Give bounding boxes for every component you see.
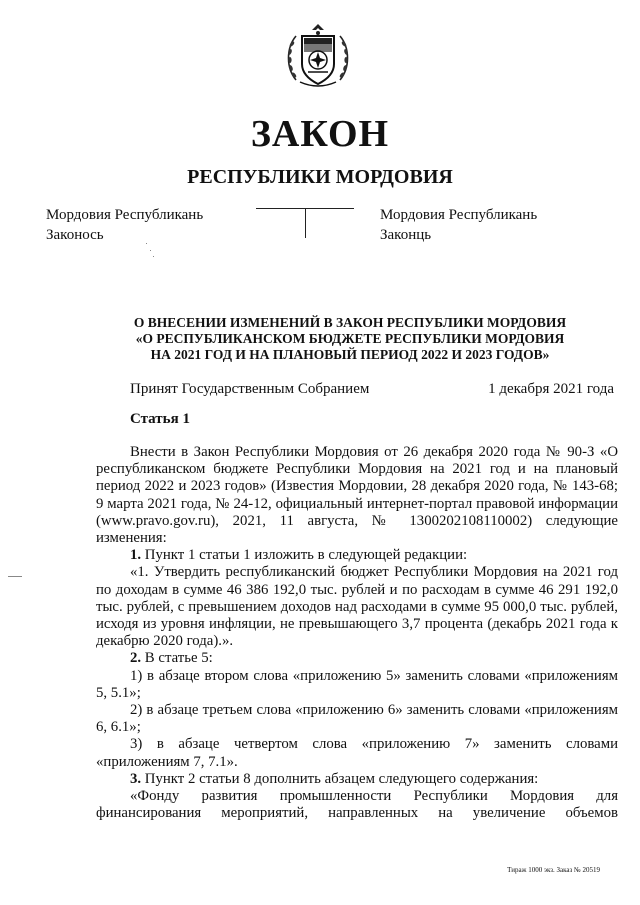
title-erzya-line-2: Законось [46,227,104,243]
scan-speck [8,576,22,577]
item-3 [96,771,618,788]
law-name [60,315,640,363]
law-name-line-1: О ВНЕСЕНИИ ИЗМЕНЕНИЙ В ЗАКОН РЕСПУБЛИКИ МОРДОВИЯ [133,315,567,330]
title-erzya-left [46,205,203,245]
scan-speck [153,256,154,257]
law-name-line-2: «О РЕСПУБЛИКАНСКОМ БЮДЖЕТЕ РЕСПУБЛИКИ МОРДОВИЯ [135,331,565,346]
item-3-text: Пункт 2 статьи 8 дополнить абзацем следующего содержания: [141,770,539,787]
document-title: ЗАКОН [250,113,390,155]
print-run-note: Тираж 1000 экз. Заказ № 20519 [507,866,600,874]
item-1-text: Пункт 1 статьи 1 изложить в следующей редакции: [141,547,468,564]
item-1 [96,547,618,564]
item-2 [96,650,618,667]
item-1-number: 1. [130,547,142,564]
adopted-by: Принят Государственным Собранием [130,381,370,397]
article-body [96,444,618,822]
item-2-number: 2. [130,650,142,667]
coat-of-arms-icon [282,20,354,92]
intro-paragraph: Внести в Закон Республики Мордовия от 26 декабря 2020 года № 90-З «О республиканском бюджете Республики Мордовия на 2021 год и на плановый период 2022 и 2023 годов» (Известия Мордовии, 28 декабря 2020 года, № 143-68; 9 марта 2021 года, № 24-12, официальный интернет-портал правовой информации (www.pravo.gov.ru), 2021, 11 августа, № 1300202108110002) следующие изменения: [96,444,618,547]
item-3-quote: «Фонду развития промышленности Республики Мордовия для финансирования мероприятий, направленных на увеличение объемов [96,788,618,822]
article-heading: Статья 1 [130,411,190,427]
scan-speck [146,243,147,244]
item-2-subitem-3: 3) в абзаце четвертом слова «приложению 7» заменить словами «приложениям 7, 7.1». [96,736,618,770]
scan-speck [150,250,151,251]
title-moksha-line-2: Законць [380,227,432,243]
item-3-number: 3. [130,770,142,787]
title-moksha-line-1: Мордовия Республикань [380,207,538,223]
document-subtitle: РЕСПУБЛИКИ МОРДОВИЯ [187,166,453,188]
law-name-line-3: НА 2021 ГОД И НА ПЛАНОВЫЙ ПЕРИОД 2022 И 2023 ГОДОВ» [150,347,550,362]
item-1-quote: «1. Утвердить республиканский бюджет Республики Мордовия на 2021 год по доходам в сумме 46 386 192,0 тыс. рублей и по расходам в сумме 46 291 192,0 тыс. рублей, с превышением доходов над расходами в сумме 95 000,0 тыс. рублей, исходя из уровня инфляции, не превышающего 3,7 процента (декабрь 2021 года к декабрю 2020 года).». [96,564,618,650]
divider-tick [305,208,306,238]
title-erzya-line-1: Мордовия Республикань [46,207,204,223]
adoption-date: 1 декабря 2021 года [488,381,614,397]
item-2-subitem-1: 1) в абзаце втором слова «приложению 5» заменить словами «приложениям 5, 5.1»; [96,667,618,701]
item-2-text: В статье 5: [141,650,213,667]
item-2-subitem-2: 2) в абзаце третьем слова «приложению 6» заменить словами «приложениям 6, 6.1»; [96,702,618,736]
title-moksha-right [380,205,537,245]
